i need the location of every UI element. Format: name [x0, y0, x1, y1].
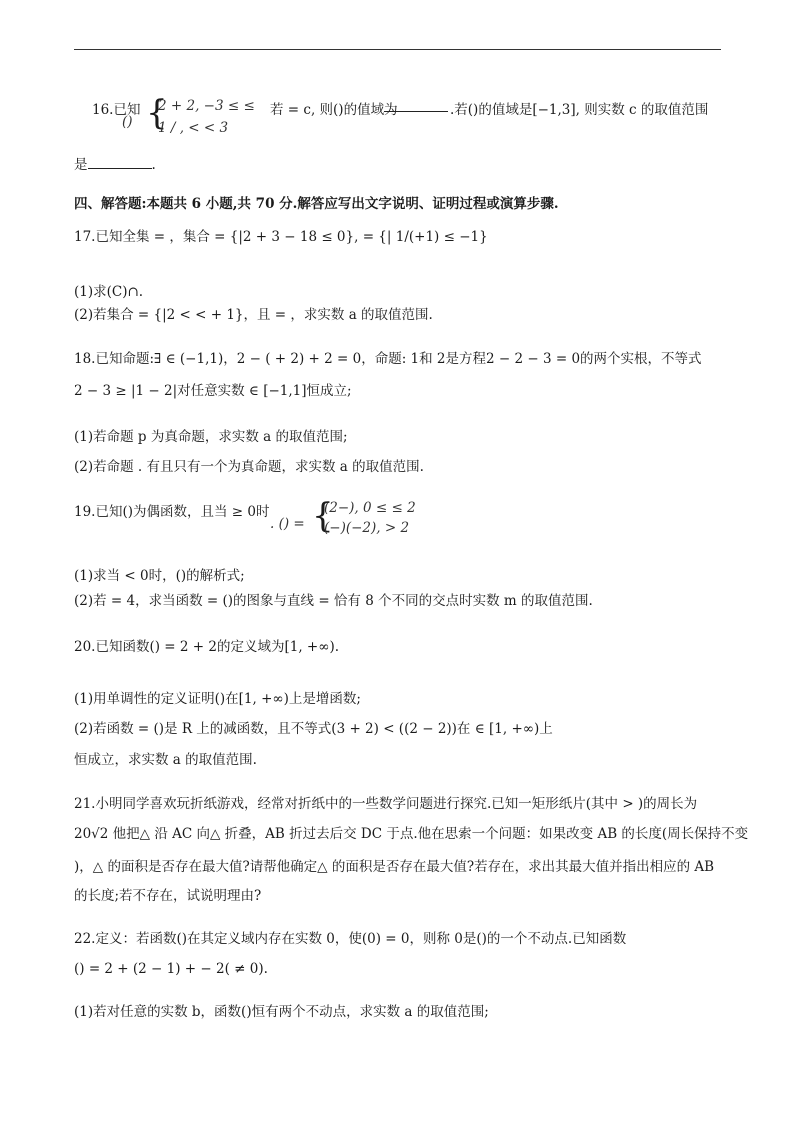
- q17-part-2: (2)若集合 = {|2 < < + 1}，且 = ，求实数 a 的取值范围.: [74, 307, 433, 323]
- q16-brace: {: [146, 93, 168, 133]
- q22-part-1: (1)若对任意的实数 b，函数()恒有两个不动点，求实数 a 的取值范围;: [74, 1004, 489, 1020]
- section-4-heading: 四、解答题:本题共 6 小题,共 70 分.解答应写出文字说明、证明过程或演算步骤.: [74, 196, 559, 212]
- q19-part-1: (1)求当 < 0时，()的解析式;: [74, 568, 245, 584]
- q19-part-2: (2)若 = 4，求当函数 = ()的图象与直线 = 恰有 8 个不同的交点时实数 m 的取值范围.: [74, 593, 593, 609]
- q20-part-2: (2)若函数 = ()是 R 上的减函数，且不等式(3 + 2) < ((2 − 2))在 ∈ [1, +∞)上: [74, 721, 553, 737]
- q22-line-2: () = 2 + (2 − 1) + − 2( ≠ 0).: [74, 961, 268, 977]
- q16-continuation: [74, 156, 156, 174]
- q19-case-1: (2−), 0 ≤ ≤ 2: [324, 500, 416, 516]
- q18-line-2: 2 − 3 ≥ |1 − 2|对任意实数 ∈ [−1,1]恒成立;: [74, 383, 352, 399]
- q18-line-1: 18.已知命题:∃ ∈ (−1,1)，2 − ( + 2) + 2 = 0，命题: 1和 2是方程2 − 2 − 3 = 0的两个实根，不等式: [74, 351, 702, 367]
- q21-line-2: 20√2 他把△ 沿 AC 向△ 折叠，AB 折过去后交 DC 于点.他在思索一个问题：如果改变 AB 的长度(周长保持不变: [74, 826, 749, 842]
- header-rule: [74, 49, 721, 50]
- q17-line-1: 17.已知全集 = ，集合 = {|2 + 3 − 18 ≤ 0}, = {| 1/(+1) ≤ −1}: [74, 229, 488, 245]
- q21-line-4: 的长度;若不存在，试说明理由?: [74, 888, 262, 904]
- q18-part-2: (2)若命题 . 有且只有一个为真命题，求实数 a 的取值范围.: [74, 459, 424, 475]
- q16-range-text: .若()的值域是[−1,3], 则实数 c 的取值范围: [450, 102, 709, 118]
- q16-condition: 若 = c, 则()的值域为: [270, 102, 398, 118]
- q16-function-name: (): [122, 114, 133, 130]
- q17-part-1: (1)求(C)∩.: [74, 284, 144, 300]
- q20-part-2-cont: 恒成立，求实数 a 的取值范围.: [74, 752, 257, 768]
- q16-shi: 是: [74, 157, 88, 173]
- q19-case-2: (−)(−2), > 2: [324, 520, 410, 536]
- q16-period: .: [151, 157, 156, 173]
- q16-intro: 16.已知: [92, 102, 141, 118]
- q16-case-2: 1 / , < < 3: [158, 120, 229, 136]
- q16-answer-blank-2[interactable]: [88, 157, 152, 169]
- q21-line-1: 21.小明同学喜欢玩折纸游戏，经常对折纸中的一些数学问题进行探究.已知一矩形纸片(其中 > )的周长为: [74, 796, 698, 812]
- q19-intro: 19.已知()为偶函数，且当 ≥ 0时: [74, 504, 270, 520]
- q20-part-1: (1)用单调性的定义证明()在[1, +∞)上是增函数;: [74, 691, 361, 707]
- q18-part-1: (1)若命题 p 为真命题，求实数 a 的取值范围;: [74, 429, 348, 445]
- q21-line-3: )，△ 的面积是否存在最大值?请帮他确定△ 的面积是否存在最大值?若存在，求出其最大值并指出相应的 AB: [74, 859, 715, 875]
- q20-line-1: 20.已知函数() = 2 + 2的定义域为[1, +∞).: [74, 639, 340, 655]
- q19-function-name: . () =: [270, 516, 305, 532]
- q16-case-1: 2 + 2, −3 ≤ ≤: [158, 98, 255, 114]
- q19-brace: {: [312, 496, 334, 536]
- q16-answer-blank-1[interactable]: [384, 100, 448, 112]
- q22-line-1: 22.定义：若函数()在其定义域内存在实数 0，使(0) = 0，则称 0是()的一个不动点.已知函数: [74, 931, 627, 947]
